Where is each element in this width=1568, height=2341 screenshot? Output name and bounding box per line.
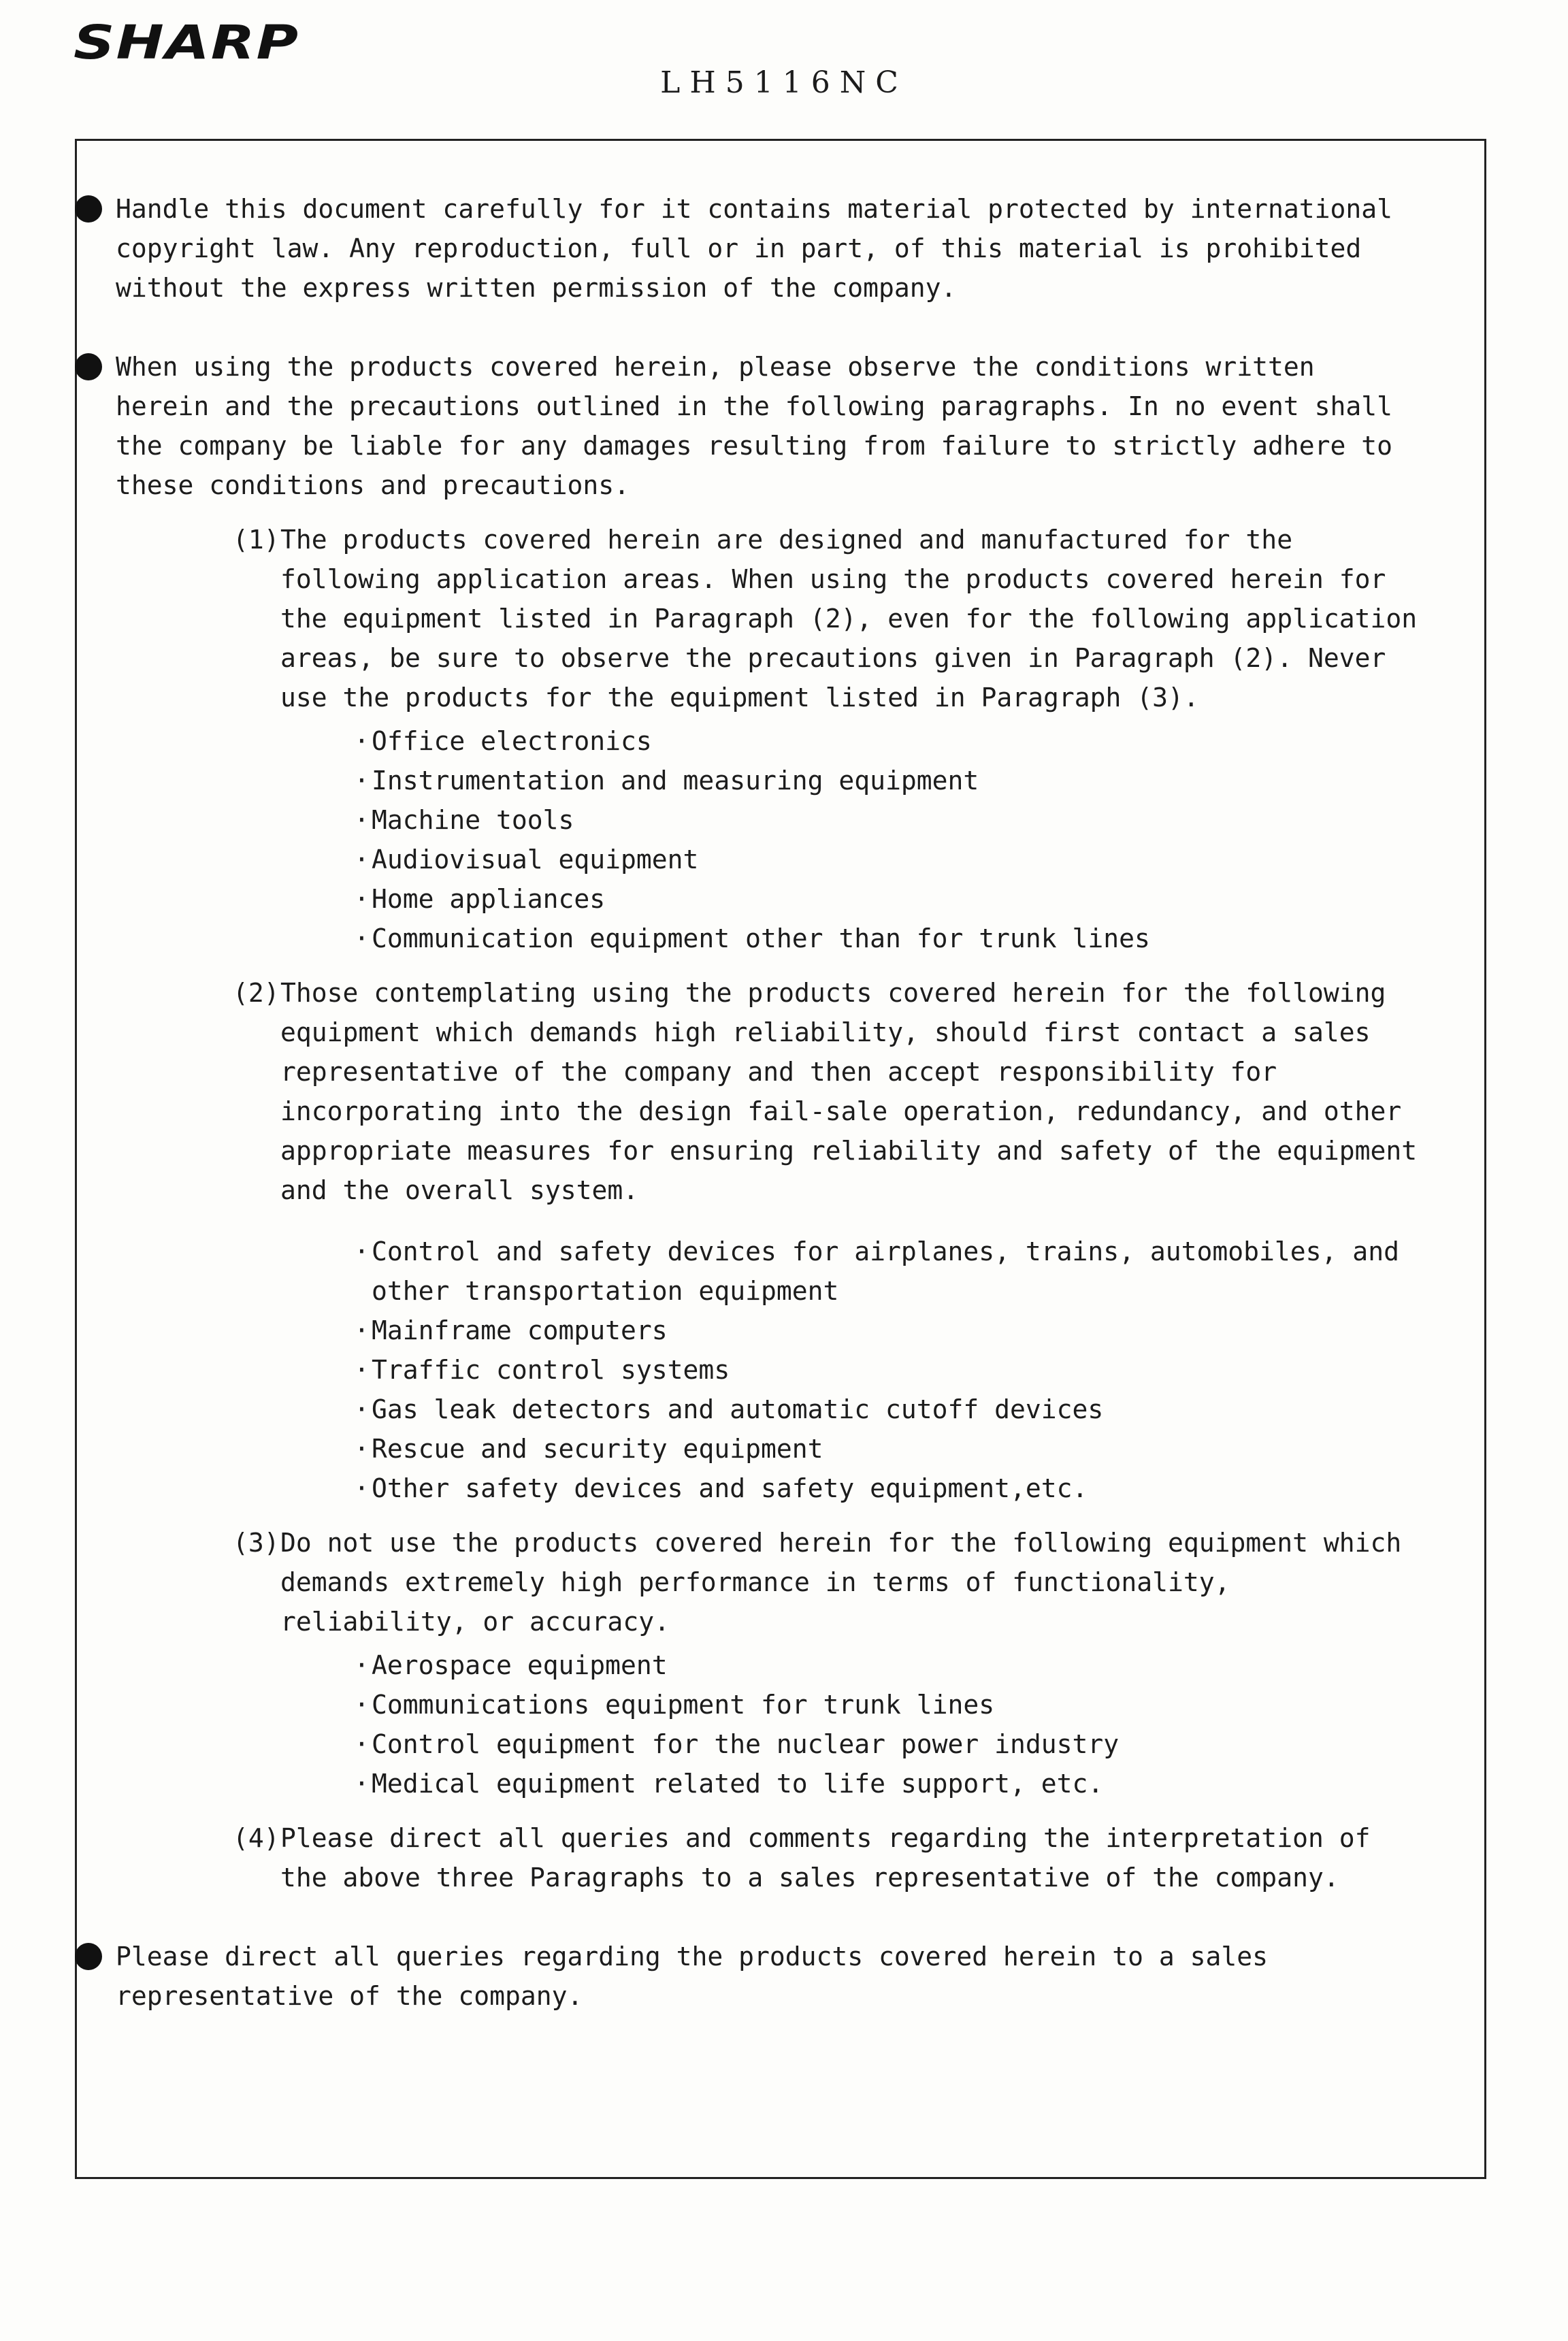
list-item: · Traffic control systems xyxy=(354,1350,1431,1390)
paragraph-text: Those contemplating using the products covered herein for the following equipment which demands high reliability, should first contact a sales representative of the company and then accept responsibility for incorporating into the design fail-sale operation, redundancy, and other appropriate measures for ensuring reliability and safety of the equipment and the overall system. xyxy=(280,978,1418,1205)
list-item: · Gas leak detectors and automatic cutoff devices xyxy=(354,1390,1431,1429)
copyright-notice xyxy=(75,189,1436,308)
notice-content xyxy=(75,189,1436,2016)
paragraph-4 xyxy=(233,1818,1436,1897)
copyright-notice-text: Handle this document carefully for it contains material protected by international copyright law. Any reproduction, full or in part, of this material is prohibited without the express written permission of the company. xyxy=(116,194,1392,303)
list-item: · Communications equipment for trunk lines xyxy=(354,1685,1431,1724)
high-reliability-list xyxy=(280,1232,1431,1508)
application-area-list xyxy=(280,721,1431,958)
list-item: · Control equipment for the nuclear power industry xyxy=(354,1724,1431,1764)
bullet-icon xyxy=(75,353,102,380)
usage-conditions-text: When using the products covered herein, please observe the conditions written herein and the precautions outlined in the following paragraphs. In no event shall the company be liable for any damages resulting from failure to strictly adhere to these conditions and precautions. xyxy=(116,352,1392,500)
contact-notice-text: Please direct all queries regarding the products covered herein to a sales representative of the company. xyxy=(116,1942,1268,2011)
prohibited-equipment-list xyxy=(280,1646,1431,1803)
paragraph-3 xyxy=(233,1523,1436,1803)
list-item: · Home appliances xyxy=(354,879,1431,919)
list-item: · Machine tools xyxy=(354,800,1431,840)
list-item: · Office electronics xyxy=(354,721,1431,761)
list-item: · Control and safety devices for airplanes, trains, automobiles, and other transportation equipment xyxy=(354,1232,1431,1311)
paragraph-text: Please direct all queries and comments regarding the interpretation of the above three Paragraphs to a sales representative of the company. xyxy=(280,1823,1371,1893)
list-item: · Aerospace equipment xyxy=(354,1646,1431,1685)
bullet-icon xyxy=(75,1943,102,1970)
list-item: · Medical equipment related to life support, etc. xyxy=(354,1764,1431,1803)
paragraph-number: (3) xyxy=(233,1528,280,1558)
list-item: · Communication equipment other than for trunk lines xyxy=(354,919,1431,958)
contact-notice xyxy=(75,1937,1436,2016)
bullet-icon xyxy=(75,195,102,223)
paragraph-text: Do not use the products covered herein for the following equipment which demands extremely high performance in terms of functionality, reliability, or accuracy. xyxy=(280,1528,1402,1637)
paragraph-number: (4) xyxy=(233,1823,280,1853)
paragraph-1 xyxy=(233,520,1436,958)
list-item: · Instrumentation and measuring equipment xyxy=(354,761,1431,800)
list-item: · Other safety devices and safety equipment,etc. xyxy=(354,1469,1431,1508)
usage-conditions xyxy=(75,347,1436,505)
sharp-logo: SHARP xyxy=(74,15,300,70)
paragraph-text: The products covered herein are designed and manufactured for the following application areas. When using the products covered herein for the equipment listed in Paragraph (2), even for the following application areas, be sure to observe the precautions given in Paragraph (2). Never use the products for the equipment listed in Paragraph (3). xyxy=(280,525,1418,713)
paragraph-2 xyxy=(233,973,1436,1508)
paragraph-number: (2) xyxy=(233,978,280,1008)
list-item: · Rescue and security equipment xyxy=(354,1429,1431,1469)
paragraph-number: (1) xyxy=(233,525,280,555)
list-item: · Mainframe computers xyxy=(354,1311,1431,1350)
document-code: LH5116NC xyxy=(660,65,908,100)
list-item: · Audiovisual equipment xyxy=(354,840,1431,879)
